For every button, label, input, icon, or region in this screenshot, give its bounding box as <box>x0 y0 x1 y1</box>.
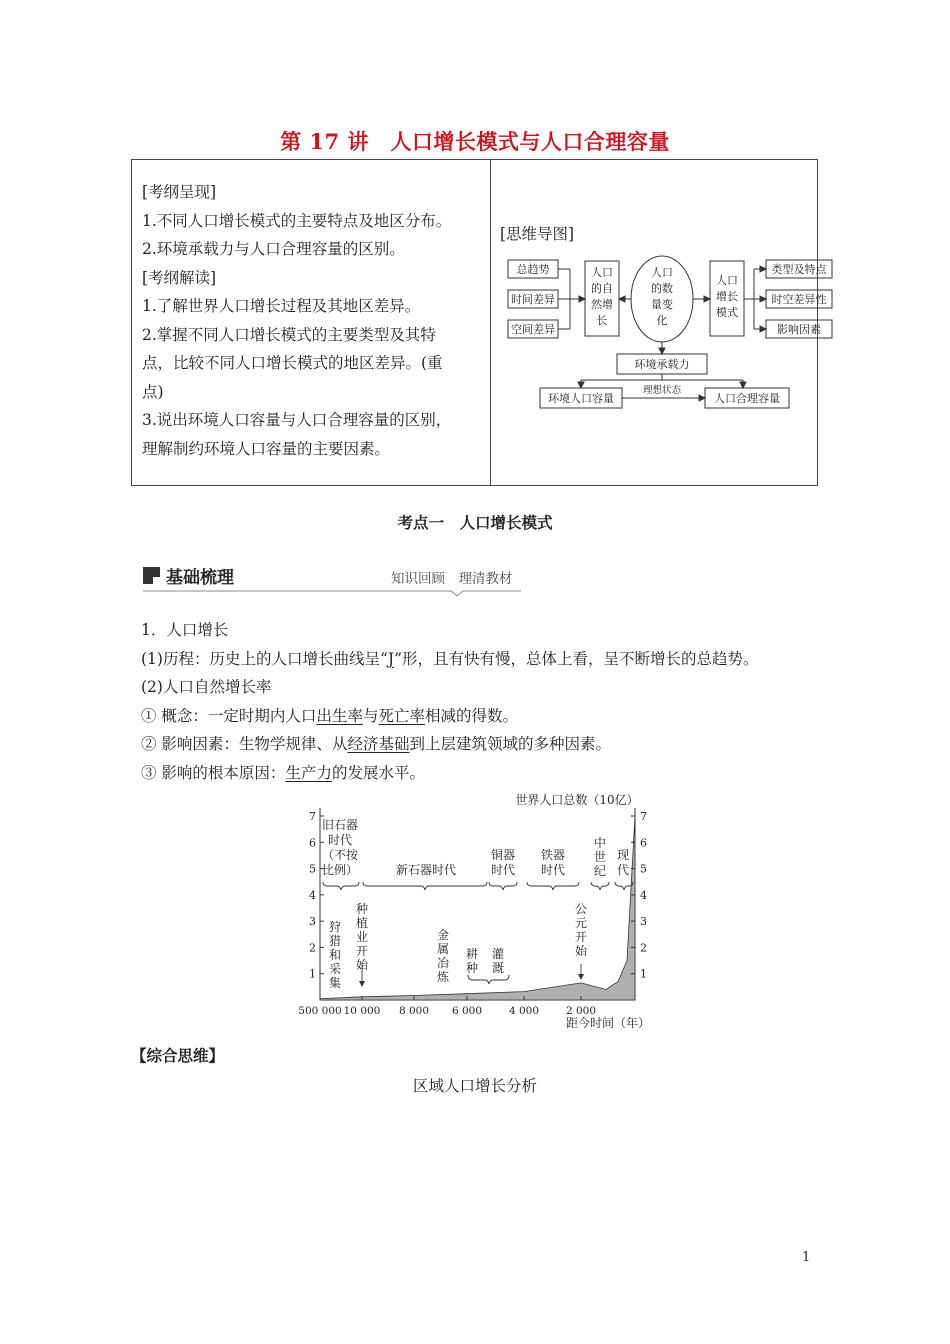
page-number: 1 <box>802 1250 811 1265</box>
outline-table <box>131 159 827 486</box>
mm-natural-line: 人口 <box>591 266 613 279</box>
mm-natural-line: 的自 <box>591 282 613 295</box>
syllabus-item: 2.环境承载力与人口合理容量的区别。 <box>142 240 405 258</box>
arrow-head <box>578 974 584 980</box>
synthesis-heading: 【综合思维】 <box>131 1046 225 1065</box>
interpretation-line: 2.掌握不同人口增长模式的主要类型及其特 <box>142 325 436 344</box>
annotation-char: 种 <box>355 902 369 916</box>
annotation-char: 属 <box>436 942 450 956</box>
answer-blank: 生产力 <box>285 763 332 782</box>
annotation-char: 和 <box>328 948 342 962</box>
mm-text-factor: 影响因素 <box>777 323 821 336</box>
era-brace <box>527 882 579 890</box>
body-line: (1)历程：历史上的人口增长曲线呈“J”形，且有快有慢，总体上看，呈不断增长的总趋势。 <box>141 649 759 668</box>
era-label: 新石器时代 <box>395 863 457 877</box>
mm-natural-line: 长 <box>596 314 608 327</box>
era-label: 时代 <box>490 863 516 877</box>
section-banner <box>143 562 521 596</box>
body-line: 1．人口增长 <box>141 621 229 639</box>
farming-brace <box>468 975 509 984</box>
body-line: ② 影响因素：生物学规律、从经济基础到上层建筑领域的多种因素。 <box>141 735 611 753</box>
annotation-char: 元 <box>574 916 588 930</box>
banner-title: 基础梳理 <box>166 568 234 588</box>
era-brace <box>591 882 609 890</box>
body-line: (2)人口自然增长率 <box>141 678 272 696</box>
x-tick-label: 6 000 <box>451 1005 483 1017</box>
y-tick-label-left: 6 <box>309 836 316 850</box>
mm-text-reasonable: 人口合理容量 <box>714 392 780 405</box>
annotation-char: 植 <box>355 916 369 930</box>
x-tick-label: 2 000 <box>565 1005 597 1017</box>
era-label: 代 <box>616 863 630 877</box>
annotation-char: 始 <box>574 944 588 958</box>
annotation-char: 业 <box>355 930 369 944</box>
x-axis-label: 距今时间（年） <box>565 1016 651 1030</box>
body-line: ① 概念：一定时期内人口出生率与死亡率相减的得数。 <box>141 706 518 725</box>
era-label: 纪 <box>593 864 607 878</box>
annotation-char: 猎 <box>328 934 342 948</box>
annotation-char: 公 <box>574 902 588 916</box>
interpretation-line: 3.说出环境人口容量与人口合理容量的区别， <box>142 411 452 429</box>
annotation-char: 耕 <box>465 947 479 961</box>
mm-center-line: 量变 <box>651 298 673 311</box>
x-tick-label: 8 000 <box>398 1005 430 1017</box>
era-label: 现 <box>616 848 630 862</box>
interpretation-line: 点，比较不同人口增长模式的地区差异。(重 <box>142 354 443 372</box>
mm-text-type: 类型及特点 <box>771 263 827 276</box>
annotation-label <box>437 927 450 984</box>
annotation-char: 溉 <box>491 961 505 975</box>
body-text <box>141 616 759 787</box>
mm-text-time: 时间差异 <box>511 293 555 306</box>
y-tick-label-right: 3 <box>640 915 647 929</box>
mm-text-env: 环境人口容量 <box>548 392 614 405</box>
banner-underline <box>143 588 521 598</box>
era-brace <box>363 882 487 890</box>
y-tick-label-left: 7 <box>309 810 316 823</box>
page-title: 第 17 讲 人口增长模式与人口合理容量 <box>280 129 670 154</box>
answer-blank: J <box>387 649 395 668</box>
annotation-char: 狩 <box>328 920 342 934</box>
x-tick-label: 500 000 <box>298 1005 342 1017</box>
mm-text-trend: 总趋势 <box>516 263 550 276</box>
y-tick-label-right: 7 <box>640 810 647 823</box>
banner-subtitle: 知识回顾 理清教材 <box>391 571 513 587</box>
region-subtitle: 区域人口增长分析 <box>412 1077 537 1095</box>
era-brace <box>323 882 359 890</box>
annotation-char: 集 <box>328 976 342 990</box>
annotation-label <box>492 946 504 975</box>
mm-center-line: 人口 <box>651 266 673 279</box>
mm-text-space: 空间差异 <box>511 323 555 336</box>
answer-blank: 经济基础 <box>347 735 410 753</box>
mm-mode-line: 人口 <box>716 274 738 287</box>
annotation-char: 种 <box>465 961 479 975</box>
annotation-char: 开 <box>355 944 369 958</box>
interpretation-line: 点) <box>142 382 164 401</box>
y-tick-label-right: 6 <box>640 836 647 850</box>
mm-text-diff: 时空差异性 <box>771 293 827 306</box>
y-tick-label-right: 1 <box>640 967 647 981</box>
population-chart <box>290 786 670 1034</box>
mindmap-label: [思维导图] <box>500 225 575 243</box>
annotation-label <box>575 902 588 958</box>
annotation-char: 采 <box>328 962 342 976</box>
mm-mode-line: 模式 <box>716 306 738 319</box>
arrow-head <box>359 981 365 987</box>
era-label: 比例） <box>321 863 359 877</box>
annotation-label <box>329 919 341 990</box>
era-brace <box>489 882 517 890</box>
y-tick-label-left: 3 <box>309 915 316 929</box>
y-tick-label-left: 4 <box>309 888 316 902</box>
section-title: 考点一 人口增长模式 <box>397 513 553 532</box>
body-line: ③ 影响的根本原因：生产力的发展水平。 <box>141 763 425 782</box>
syllabus-column <box>142 178 482 463</box>
annotation-char: 炼 <box>436 970 450 984</box>
mm-center-line: 化 <box>656 314 668 327</box>
y-tick-label-left: 5 <box>309 862 316 876</box>
era-label: 中 <box>593 836 607 850</box>
annotation-label <box>466 946 478 975</box>
annotation-char: 开 <box>574 930 588 944</box>
era-label: 铁器 <box>540 848 566 862</box>
mm-mode-line: 增长 <box>716 290 738 303</box>
era-label: 世 <box>593 850 607 864</box>
y-tick-label-right: 2 <box>640 941 647 955</box>
mindmap-diagram <box>500 252 827 422</box>
era-label: 旧石器 <box>321 818 359 832</box>
syllabus-heading: [考纲呈现] <box>142 183 217 201</box>
answer-blank: 死亡率 <box>378 706 425 725</box>
era-label: 时代 <box>540 863 566 877</box>
era-brace <box>615 882 633 890</box>
y-tick-label-right: 5 <box>640 862 647 876</box>
annotation-char: 冶 <box>436 956 450 970</box>
mm-text-ideal: 理想状态 <box>642 385 682 396</box>
square-icon <box>143 567 160 584</box>
era-label: 铜器 <box>490 848 516 862</box>
y-tick-label-left: 2 <box>309 941 316 955</box>
chart-title: 世界人口总数（10亿） <box>515 793 639 807</box>
annotation-char: 金 <box>436 928 450 942</box>
syllabus-item: 1.不同人口增长模式的主要特点及地区分布。 <box>142 211 452 230</box>
era-label: 时代 <box>327 833 353 847</box>
x-tick-label: 10 000 <box>343 1005 381 1017</box>
table-divider <box>490 160 491 485</box>
annotation-char: 始 <box>355 958 369 972</box>
y-tick-label-right: 4 <box>640 888 647 902</box>
mm-text-capacity: 环境承载力 <box>634 358 690 371</box>
annotation-char: 灌 <box>491 947 505 961</box>
y-tick-label-left: 1 <box>309 967 316 981</box>
interpretation-line: 1.了解世界人口增长过程及其地区差异。 <box>142 297 421 315</box>
mm-center-line: 的数 <box>651 282 673 295</box>
interpretation-heading: [考纲解读] <box>142 268 217 287</box>
answer-blank: 出生率 <box>316 706 363 725</box>
mm-natural-line: 然增 <box>591 298 613 311</box>
interpretation-line: 理解制约环境人口容量的主要因素。 <box>142 439 391 458</box>
annotation-label <box>356 902 369 972</box>
x-tick-label: 4 000 <box>508 1005 540 1017</box>
era-label: （不按 <box>321 848 359 862</box>
